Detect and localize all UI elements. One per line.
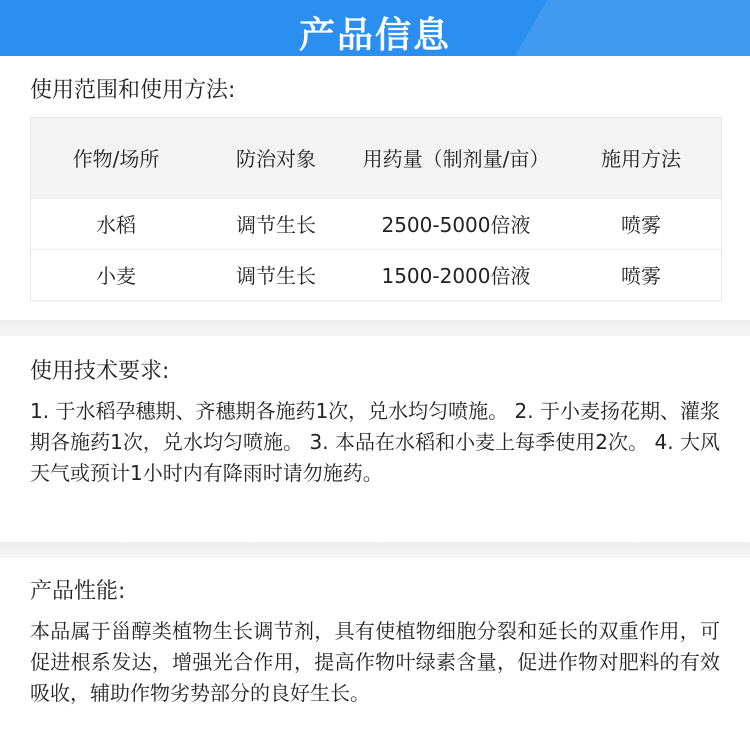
usage-heading: 使用范围和使用方法: <box>30 78 236 103</box>
table-cell: 调节生长 <box>236 263 316 288</box>
section-divider <box>0 542 750 558</box>
tech-section <box>0 336 750 542</box>
table-header-row <box>31 118 721 199</box>
usage-section <box>0 56 750 320</box>
column-header-method: 施用方法 <box>601 146 681 171</box>
page-title: 产品信息 <box>298 15 451 56</box>
page-header-banner <box>0 0 750 56</box>
performance-section <box>0 558 750 750</box>
table-cell: 2500-5000倍液 <box>381 213 531 238</box>
table-row <box>31 249 721 299</box>
table-cell: 1500-2000倍液 <box>381 263 531 288</box>
table-cell: 小麦 <box>96 263 136 288</box>
table-cell: 喷雾 <box>621 263 661 288</box>
table-row <box>31 199 721 249</box>
tech-requirements-text: 1. 于水稻孕穗期、齐穗期各施药1次，兑水均匀喷施。 2. 于小麦扬花期、灌浆期各施药1次，兑水均匀喷施。 3. 本品在水稻和小麦上每季使用2次。 4. 大风天气或预计1小时内有降雨时请勿施药。 <box>30 399 720 485</box>
table-cell: 调节生长 <box>236 213 316 238</box>
tech-heading: 使用技术要求: <box>30 359 170 384</box>
usage-table <box>30 117 722 301</box>
column-header-crop: 作物/场所 <box>72 146 160 171</box>
section-divider <box>0 320 750 336</box>
performance-heading: 产品性能: <box>30 579 126 604</box>
table-cell: 喷雾 <box>621 213 661 238</box>
performance-text: 本品属于甾醇类植物生长调节剂，具有使植物细胞分裂和延长的双重作用，可促进根系发达，增强光合作用，提高作物叶绿素含量，促进作物对肥料的有效吸收，辅助作物劣势部分的良好生长。 <box>30 619 720 705</box>
column-header-target: 防治对象 <box>236 146 316 171</box>
column-header-dosage: 用药量（制剂量/亩） <box>362 146 550 171</box>
table-cell: 水稻 <box>96 213 136 238</box>
